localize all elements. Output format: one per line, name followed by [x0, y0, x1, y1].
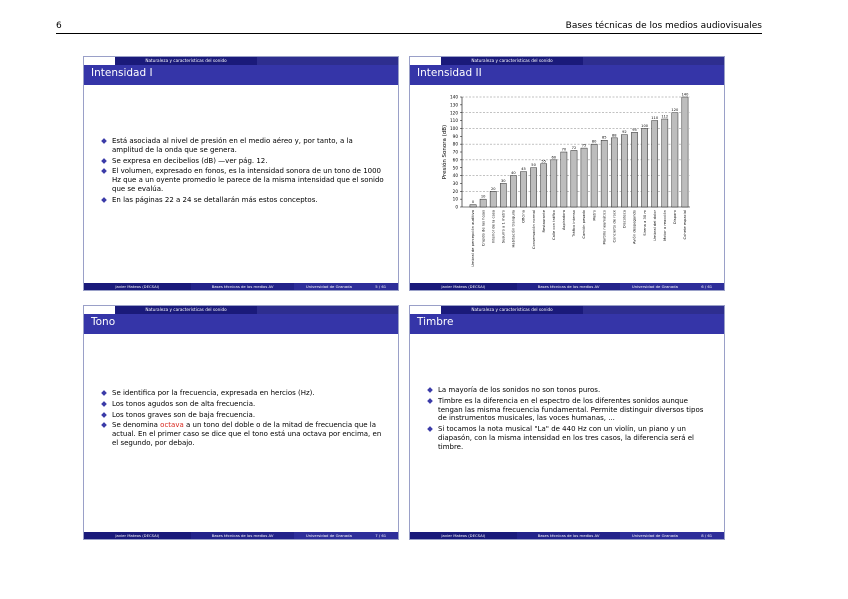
bullet-diamond-icon [101, 158, 107, 164]
bullet-diamond-icon [101, 412, 107, 418]
y-tick-label: 0 [455, 204, 458, 210]
y-tick-label: 110 [450, 118, 458, 124]
footer-course: Bases técnicas de los medios AV [517, 532, 621, 539]
bar-value-label: 72 [571, 145, 577, 150]
bar [601, 140, 607, 207]
slide-footer [410, 532, 724, 539]
footer-author: Javier Mateos (DECSAI) [410, 532, 517, 539]
list-item: En las páginas 22 a 24 se detallarán más estos conceptos. [102, 196, 386, 205]
slide-intensidad-2 [409, 56, 725, 291]
bullet-diamond-icon [101, 401, 107, 407]
bar [490, 191, 496, 207]
slide-title: Timbre [417, 316, 454, 328]
bar [551, 160, 557, 207]
bar [530, 168, 536, 207]
category-label: Calle con tráfico [551, 210, 556, 240]
category-label: Umbral de percepción auditiva [471, 210, 476, 267]
bullet-list [102, 389, 386, 450]
bullet-list [428, 386, 712, 454]
category-label: Conversación normal [531, 210, 536, 250]
category-label: Disparo [673, 210, 678, 225]
list-item: La mayoría de los sonidos no son tonos puros. [428, 386, 712, 395]
bullet-diamond-icon [427, 398, 433, 404]
footer-author: Javier Mateos (DECSAI) [84, 532, 191, 539]
category-label: Crujido de las hojas [481, 210, 486, 247]
page-number: 6 [56, 21, 62, 31]
footer-page-count: 8 / 61 [689, 532, 724, 539]
bar-value-label: 60 [551, 155, 557, 160]
slide-intensidad-1 [83, 56, 399, 291]
slide-section-label: Naturaleza y características del sonido [441, 306, 582, 314]
footer-university: Universidad de Granada [294, 283, 363, 290]
footer-university: Universidad de Granada [620, 283, 689, 290]
slide-top-right [257, 306, 398, 314]
list-item: Los tonos graves son de baja frecuencia. [102, 411, 386, 420]
highlight-octava: octava [160, 421, 184, 430]
bar-value-label: 70 [561, 147, 567, 152]
category-label: Susurro a 1 metro [501, 210, 506, 244]
y-tick-label: 140 [450, 94, 458, 100]
y-tick-label: 80 [452, 141, 458, 147]
footer-page-count: 5 / 61 [363, 283, 398, 290]
slide-top-bar [410, 306, 724, 314]
bar [500, 183, 506, 207]
bullet-list [102, 137, 386, 207]
y-tick-label: 100 [450, 126, 458, 132]
slide-title: Intensidad I [91, 67, 153, 79]
footer-course: Bases técnicas de los medios AV [191, 532, 295, 539]
list-item: Está asociada al nivel de presión en el medio aéreo y, por tanto, a la amplitud de la onda que se genera. [102, 137, 386, 155]
footer-course: Bases técnicas de los medios AV [517, 283, 621, 290]
bar [541, 164, 547, 207]
slide-title-bar [84, 314, 398, 334]
list-item: Timbre es la diferencia en el espectro de los diferentes sonidos aunque tengan las misma frecuencia fundamental. Permite distinguir diversos tipos de instrumentos musicales, las voces humanas, ... [428, 397, 712, 423]
category-label: Umbral del dolor [652, 210, 657, 241]
bar-value-label: 92 [622, 130, 627, 135]
slide-tono [83, 305, 399, 540]
y-tick-label: 20 [452, 188, 458, 194]
bullet-diamond-icon [101, 390, 107, 396]
bar-value-label: 85 [601, 135, 607, 140]
footer-page-count: 6 / 61 [689, 283, 724, 290]
bar-value-label: 75 [581, 143, 587, 148]
category-label: Interior de la casa [491, 210, 496, 244]
category-label: Avión despegando [632, 210, 637, 244]
bar-value-label: 88 [612, 133, 617, 138]
bar [672, 113, 678, 207]
footer-author: Javier Mateos (DECSAI) [84, 283, 191, 290]
bar [652, 121, 658, 207]
bullet-diamond-icon [101, 169, 107, 175]
y-tick-label: 90 [452, 133, 458, 139]
bar [480, 199, 486, 207]
bar-value-label: 100 [641, 123, 649, 128]
bar-value-label: 140 [681, 92, 689, 97]
y-tick-label: 40 [452, 173, 458, 179]
bar-value-label: 45 [521, 167, 526, 172]
bar-value-label: 55 [541, 159, 546, 164]
footer-course: Bases técnicas de los medios AV [191, 283, 295, 290]
bar [662, 119, 668, 207]
slide-section-label: Naturaleza y características del sonido [441, 57, 582, 65]
bar [682, 97, 688, 207]
category-label: Cohete espacial [683, 210, 688, 240]
bar [581, 148, 587, 207]
category-label: Metro [592, 210, 597, 221]
category-label: Aspiradora [562, 210, 567, 230]
category-label: Martillo neumático [602, 210, 607, 245]
category-label: Oficina [521, 210, 526, 223]
bar-value-label: 10 [480, 194, 486, 199]
bar [470, 205, 476, 207]
bar-value-label: 40 [511, 171, 516, 176]
slide-section-label: Naturaleza y características del sonido [115, 57, 256, 65]
y-tick-label: 30 [452, 181, 458, 187]
footer-university: Universidad de Granada [294, 532, 363, 539]
category-label: Camión pesado [582, 210, 587, 239]
bullet-diamond-icon [101, 197, 107, 203]
slide-top-bar [84, 306, 398, 314]
slide-top-bar [84, 57, 398, 65]
slide-title: Intensidad II [417, 67, 482, 79]
slide-top-bar [410, 57, 724, 65]
list-item: El volumen, expresado en fonos, es la intensidad sonora de un tono de 1000 Hz que a un oyente promedio le parece de la misma intensidad que el sonido que se evalúa. [102, 167, 386, 193]
y-tick-label: 70 [452, 149, 458, 155]
slide-timbre [409, 305, 725, 540]
bar [621, 135, 627, 207]
bar-value-label: 50 [531, 163, 536, 168]
category-label: Tráfico intenso [572, 210, 577, 237]
bar-value-label: 0 [471, 200, 475, 205]
bullet-diamond-icon [427, 426, 433, 432]
list-item: Si tocamos la nota musical "La" de 440 Hz con un violín, un piano y un diapasón, con la misma intensidad en los tres casos, la diferencia será el timbre. [428, 425, 712, 451]
list-item: Se denomina octava a un tono del doble o de la mitad de frecuencia que la actual. En el primer caso se dice que el tono está una octava por encima, en el segundo, por debajo. [102, 421, 386, 447]
page-header-title: Bases técnicas de los medios audiovisuales [565, 21, 762, 31]
list-item: Se identifica por la frecuencia, expresada en hercios (Hz). [102, 389, 386, 398]
bar [510, 176, 516, 207]
header-rule [56, 33, 762, 34]
y-axis-label: Presión Sonora (dB) [442, 124, 448, 180]
bullet-diamond-icon [101, 138, 107, 144]
slide-title-bar [410, 314, 724, 334]
bar [641, 128, 647, 207]
category-label: Habitación tranquila [511, 210, 516, 248]
slide-footer [410, 283, 724, 290]
slide-section-label: Naturaleza y características del sonido [115, 306, 256, 314]
category-label: Restaurante [541, 210, 546, 233]
slide-top-right [583, 306, 724, 314]
slide-title: Tono [91, 316, 116, 328]
y-tick-label: 120 [450, 110, 458, 116]
y-tick-label: 10 [452, 196, 458, 202]
bar [611, 138, 617, 207]
bullet-diamond-icon [427, 387, 433, 393]
slide-top-right [583, 57, 724, 65]
category-label: Discoteca [622, 210, 627, 229]
bar-value-label: 30 [501, 178, 506, 183]
bar-value-label: 120 [671, 108, 679, 113]
bar [591, 144, 597, 207]
category-label: Sirena a 30 m [642, 210, 647, 236]
y-tick-label: 60 [452, 157, 458, 163]
bar-value-label: 112 [661, 114, 669, 119]
bar-value-label: 110 [651, 116, 659, 121]
bar-value-label: 95 [632, 127, 637, 132]
category-label: Concierto de rock [612, 210, 617, 243]
bar-value-label: 80 [591, 139, 597, 144]
slide-footer [84, 283, 398, 290]
y-tick-label: 50 [452, 165, 458, 171]
y-tick-label: 130 [450, 102, 458, 108]
footer-page-count: 7 / 61 [363, 532, 398, 539]
sound-pressure-chart [410, 87, 726, 285]
bar [571, 150, 577, 207]
footer-author: Javier Mateos (DECSAI) [410, 283, 517, 290]
bar-value-label: 20 [490, 186, 496, 191]
footer-university: Universidad de Granada [620, 532, 689, 539]
bar [520, 172, 526, 207]
category-label: Motor a reacción [662, 210, 667, 241]
bar [561, 152, 567, 207]
list-item: Los tonos agudos son de alta frecuencia. [102, 400, 386, 409]
slide-footer [84, 532, 398, 539]
bullet-diamond-icon [101, 423, 107, 429]
bar [631, 132, 637, 207]
slide-top-right [257, 57, 398, 65]
list-item: Se expresa en decibelios (dB) —ver pág. 12. [102, 157, 386, 166]
